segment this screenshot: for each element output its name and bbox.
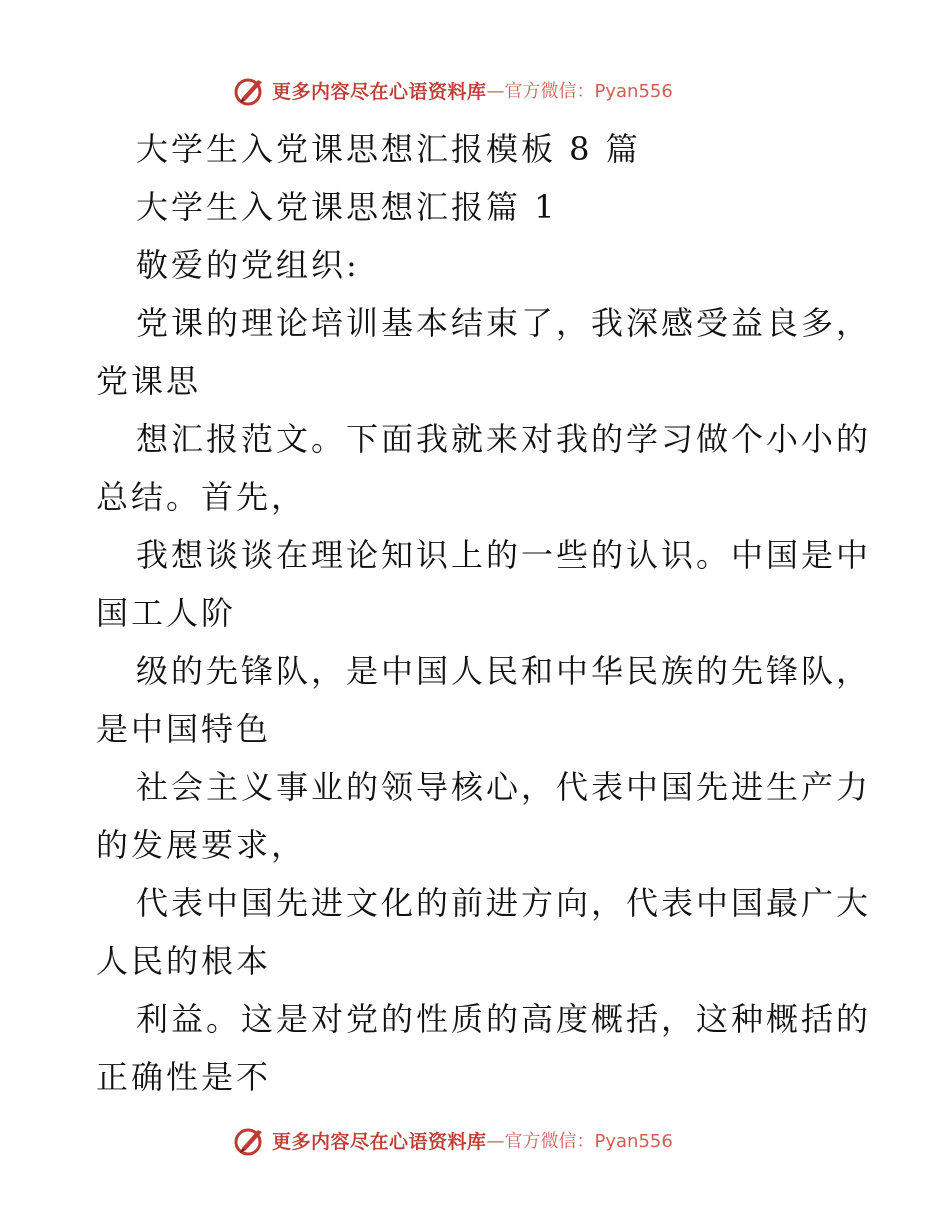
pen-logo-icon [232, 72, 268, 108]
footer-watermark [232, 1122, 673, 1158]
watermark-sub-text: —官方微信：Pyan556 [486, 81, 673, 102]
body-line: 人民的根本 [96, 942, 272, 980]
body-line: 正确性是不 [96, 1058, 272, 1096]
body-line: 党课的理论培训基本结束了，我深感受益良多， [136, 304, 872, 342]
body-line: 国工人阶 [96, 594, 237, 632]
body-line: 利益。这是对党的性质的高度概括，这种概括的 [136, 1000, 872, 1038]
body-line: 总结。首先， [96, 478, 307, 516]
body-line: 级的先锋队，是中国人民和中华民族的先锋队， [136, 652, 872, 690]
body-line: 是中国特色 [96, 710, 272, 748]
body-line: 想汇报范文。下面我就来对我的学习做个小小的 [136, 420, 872, 458]
document-body [96, 120, 872, 1106]
watermark-sub-text: —官方微信：Pyan556 [486, 1131, 673, 1152]
watermark-main-text: 更多内容尽在心语资料库 [272, 80, 487, 103]
document-subtitle: 大学生入党课思想汇报篇 1 [136, 188, 558, 226]
body-line: 代表中国先进文化的前进方向，代表中国最广大 [136, 884, 872, 922]
body-line: 党课思 [96, 362, 202, 400]
salutation: 敬爱的党组织: [136, 246, 360, 284]
body-line: 的发展要求， [96, 826, 307, 864]
watermark-main-text: 更多内容尽在心语资料库 [272, 1130, 487, 1153]
body-line: 社会主义事业的领导核心，代表中国先进生产力 [136, 768, 872, 806]
pen-logo-icon [232, 1122, 268, 1158]
document-title: 大学生入党课思想汇报模板 8 篇 [136, 130, 641, 168]
header-watermark [232, 72, 673, 108]
body-line: 我想谈谈在理论知识上的一些的认识。中国是中 [136, 536, 872, 574]
